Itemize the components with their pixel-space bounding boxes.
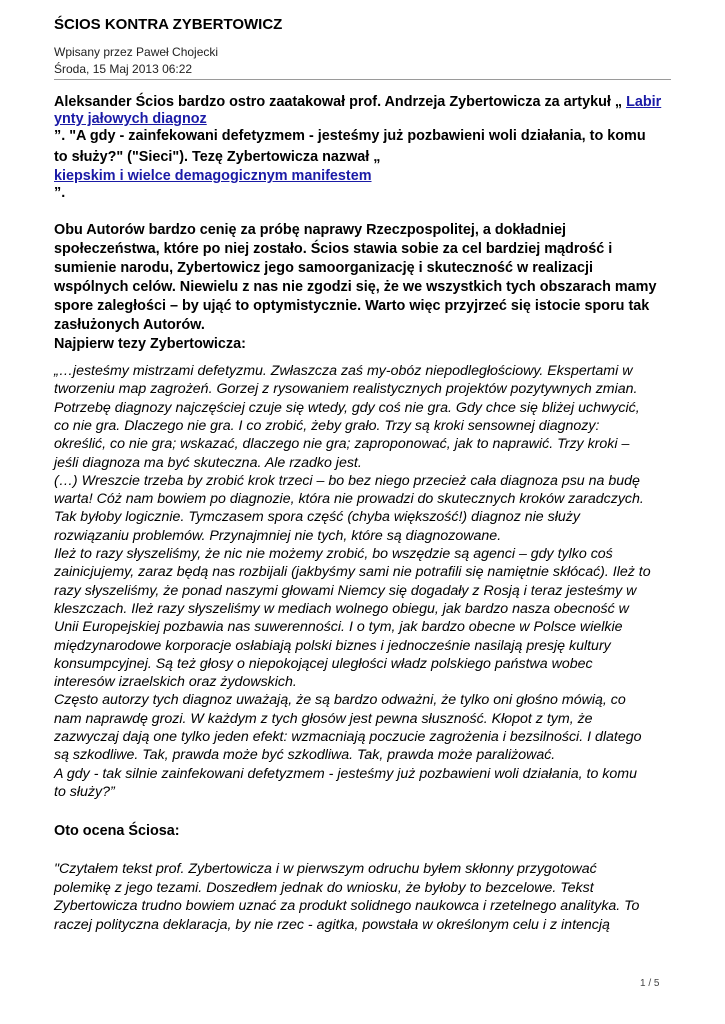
text-line: to służy?”	[54, 783, 115, 800]
intro-line	[54, 111, 207, 127]
intro-line: ”.	[54, 185, 66, 201]
text-line: Obu Autorów bardzo cenię za próbę naprawy Rzeczpospolitej, a dokładniej	[54, 222, 567, 238]
text-line: wspólnych celów. Niewielu z nas nie zgodzi się, że we wszystkich tych obszarach mamy	[54, 279, 657, 295]
date-line: Środa, 15 Maj 2013 06:22	[54, 62, 193, 76]
text-line: Tak byłoby logicznie. Tymczasem spora część (chyba większość!) diagnoz nie służy	[54, 509, 580, 526]
text-line: zainicjujemy, zaraz będą nas rozbijali (jakbyśmy sami nie potrafili się namiętnie skłócać). Ileż to	[54, 564, 651, 581]
text-line: „…jesteśmy mistrzami defetyzmu. Zwłaszcza zaś my-obóz niepodległościowy. Ekspertami w	[54, 363, 633, 379]
text-line: warta! Cóż nam bowiem po diagnozie, która nie prowadzi do skutecznych kroków zaradczych.	[54, 491, 644, 508]
text-line: określić, co nie gra; wskazać, dlaczego nie gra; zaproponować, jak to naprawić. Trzy kroki –	[54, 436, 630, 453]
page-title: ŚCIOS KONTRA ZYBERTOWICZ	[54, 16, 283, 33]
text-line: Potrzebę diagnozy najczęściej czuje się wtedy, gdy coś nie gra. Gdy chce się bliżej uchwycić,	[54, 399, 640, 416]
text-line: sumienie narodu, Zybertowicz jego samoorganizację i skuteczność w realizacji	[54, 260, 594, 276]
text-line: zazwyczaj dają one tylko jeden efekt: wzmacniają poczucie zagrożenia i bezsilności. I dlatego	[54, 729, 642, 745]
text-line: Często autorzy tych diagnoz uważają, że są bardzo odważni, że tylko oni głośno mówią, co	[54, 692, 626, 709]
text-line: konsumpcyjnej. Są też głosy o niepokojącej uległości władz polskiego państwa wobec	[54, 655, 593, 672]
text-line: A gdy - tak silnie zainfekowani defetyzmem - jesteśmy już pozbawieni woli działania, to komu	[54, 765, 637, 782]
text-line: (…) Wreszcie trzeba by zrobić krok trzeci – bo bez niego przecież cała diagnoza psu na budę	[54, 472, 640, 489]
text-line: jeśli diagnoza ma być skuteczna. Ale rzadko jest.	[54, 454, 362, 471]
text-line: społeczeństwa, które po niej zostało. Ścios stawia sobie za cel bardziej mądrość i	[54, 241, 613, 257]
text-line: co nie gra. Dlaczego nie gra. I co zrobić, żeby grało. Trzy są kroki sensownej diagnozy:	[54, 417, 600, 434]
text-line: razy słyszeliśmy, że ponad naszymi głowami Niemcy się dogadały z Rosją i teraz jesteśmy w	[54, 582, 637, 599]
intro-line	[54, 94, 661, 110]
text-line: polemikę z jego tezami. Doszedłem jednak do wniosku, że byłoby to bezcelowe. Tekst	[54, 879, 594, 896]
section-heading: Oto ocena Ściosa:	[54, 823, 180, 839]
text-line: międzynarodowe korporacje osłabiają polski biznes i jednocześnie nasilają presję kultury	[54, 637, 611, 654]
author-line: Wpisany przez Paweł Chojecki	[54, 45, 219, 59]
text-line: raczej polityczna deklaracja, by nie rzec - agitka, powstała w określonym celu i z intencją	[54, 916, 610, 933]
text-line: rozwiązaniu problemów. Przynajmniej nie tych, które są diagnozowane.	[54, 527, 502, 544]
intro-line	[54, 168, 372, 184]
article-link-continued[interactable]: ynty jałowych diagnoz	[54, 111, 207, 127]
text-line: kleszczach. Ileż razy słyszeliśmy w mediach wolnego obiegu, jak bardzo nasza obecność w	[54, 600, 629, 617]
intro-text: Aleksander Ścios bardzo ostro zaatakował prof. Andrzeja Zybertowicza za artykuł „	[54, 94, 627, 110]
text-line: zasłużonych Autorów.	[54, 317, 205, 333]
text-line: "Czytałem tekst prof. Zybertowicza i w pierwszym odruchu byłem skłonny przygotować	[54, 861, 597, 877]
text-line: Ileż to razy słyszeliśmy, że nic nie możemy zrobić, bo wszędzie są agenci – gdy tylko coś	[54, 546, 613, 562]
text-line: interesów izraelskich oraz żydowskich.	[54, 674, 297, 691]
intro-line: ”. "A gdy - zainfekowani defetyzmem - jesteśmy już pozbawieni woli działania, to komu	[54, 128, 646, 144]
text-line: tworzeniu map zagrożeń. Gorzej z rysowaniem realistycznych projektów pozytywnych zmian.	[54, 381, 638, 398]
text-line: Zybertowicza trudno bowiem uznać za produkt solidnego naukowca i rzetelnego analityka. To	[54, 898, 640, 914]
text-line: są szkodliwe. Tak, prawda może być szkodliwa. Tak, prawda może paraliżować.	[54, 747, 556, 764]
article-link[interactable]: Labir	[626, 94, 662, 110]
text-line: Unii Europejskiej pozbawia nas suwerenności. I o tym, jak bardzo obecne w Polsce wielkie	[54, 619, 623, 636]
page-number: 1 / 5	[640, 978, 660, 989]
text-line: spore zaległości – by ująć to optymistycznie. Warto więc przyjrzeć się istocie sporu tak	[54, 298, 650, 314]
header-divider	[54, 79, 671, 80]
manifesto-link[interactable]: kiepskim i wielce demagogicznym manifestem	[54, 168, 372, 184]
intro-line: to służy?" ("Sieci"). Tezę Zybertowicza nazwał „	[54, 149, 381, 165]
text-line: Najpierw tezy Zybertowicza:	[54, 336, 246, 352]
text-line: nam naprawdę grozi. W każdym z tych głosów jest pewna słuszność. Kłopot z tym, że	[54, 710, 593, 727]
